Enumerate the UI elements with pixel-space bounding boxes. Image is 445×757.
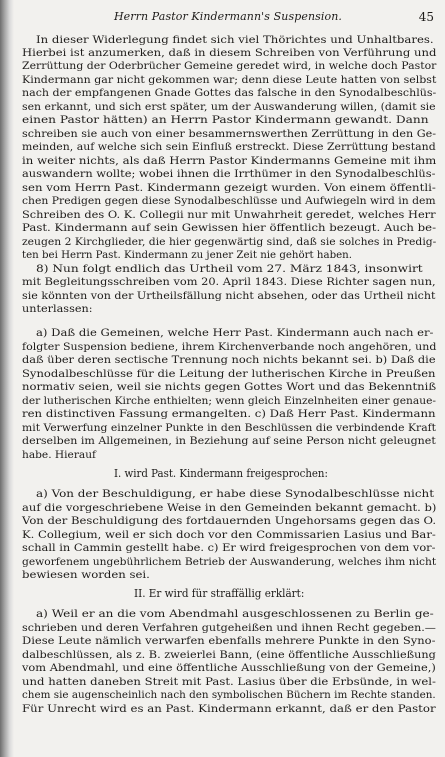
scan-shadow-edge — [0, 0, 14, 757]
text-line: daß über deren sectische Trennung noch nichts bekannt sei. b) Daß die — [22, 354, 436, 366]
text-line: vom Abendmahl, und eine öffentliche Ausschließung von der Gemeine,) — [22, 662, 436, 674]
text-line: a) Weil er an die vom Abendmahl ausgeschlossenen zu Berlin ge- — [36, 608, 434, 620]
text-line: a) Von der Beschuldigung, er habe diese Synodalbeschlüsse nicht — [36, 488, 435, 500]
text-line: und hatten daneben Streit mit Past. Lasius über die Erbsünde, in wel- — [22, 676, 436, 688]
text-line: Schreiben des O. K. Collegii nur mit Unwahrheit geredet, welches Herr — [22, 209, 436, 221]
text-line: sen erkannt, und sich erst später, um der Auswanderung willen, (damit sie — [22, 101, 436, 113]
text-line: zeugen 2 Kirchglieder, die hier gegenwärtig sind, daß sie solches in Predig- — [22, 236, 437, 248]
running-title: Herrn Pastor Kindermann's Suspension. — [113, 10, 343, 23]
text-line: Zerrüttung der Oderbrücher Gemeine geredet wird, in welche doch Pastor — [22, 60, 437, 72]
text-line: folgter Suspension bediene, ihrem Kirchenverbande noch angehören, und — [22, 341, 437, 353]
text-line: mit Verwerfung einzelner Punkte in den Beschlüssen die verbindende Kraft — [22, 422, 437, 434]
text-line: 8) Nun folgt endlich das Urtheil vom 27. März 1843, insonwirt — [36, 263, 423, 275]
text-line: meinden, auf welche sich sein Einfluß erstreckt. Diese Zerrüttung bestand — [22, 141, 436, 153]
text-line: in weiter nichts, als daß Herrn Pastor Kindermanns Gemeine mit ihm — [22, 155, 437, 167]
text-line: chen Predigen gegen diese Synodalbeschlüsse und Aufwiegeln wird in dem — [22, 195, 436, 207]
text-line: der lutherischen Kirche enthielten; wenn gleich Einzelnheiten einer genaue- — [22, 395, 436, 407]
text-line: K. Collegium, weil er sich doch vor den Commissarien Lasius und Bar- — [22, 529, 436, 541]
text-line: derselben im Allgemeinen, in Beziehung auf seine Person nicht geleugnet — [22, 435, 436, 447]
text-line: Von der Beschuldigung des fortdauernden Ungehorsams gegen das O. — [22, 515, 437, 527]
text-line: Past. Kindermann auf sein Gewissen hier öffentlich bezeugt. Auch be- — [22, 222, 437, 234]
page-number: 45 — [418, 10, 434, 24]
text-line: auswandern wollte; wobei ihnen die Irrthümer in den Synodalbeschlüs- — [22, 168, 436, 180]
text-line: habe. Hierauf — [22, 449, 96, 461]
text-line: In dieser Widerlegung findet sich viel Thörichtes und Unhaltbares. — [36, 34, 434, 46]
text-line: schreiben sie auch von einer besammernswerthen Zerrüttung in den Ge- — [22, 128, 437, 140]
text-line: sie könnten von der Urtheilsfällung nicht absehen, oder das Urtheil nicht — [22, 290, 436, 302]
text-line: unterlassen: — [22, 303, 93, 315]
text-line: Für Unrecht wird es an Past. Kindermann erkannt, daß er den Pastor — [22, 703, 436, 715]
text-line: a) Daß die Gemeinen, welche Herr Past. Kindermann auch nach er- — [36, 327, 434, 339]
text-line: schall in Cammin gestellt habe. c) Er wird freigesprochen von dem vor- — [22, 542, 436, 554]
text-line: bewiesen worden sei. — [22, 569, 150, 581]
text-line: chem sie augenscheinlich nach den symbolischen Büchern im Rechte standen. — [22, 689, 436, 701]
text-line: dalbeschlüssen, als z. B. zweierlei Bann, (eine öffentliche Ausschließung — [22, 649, 436, 661]
text-line: einen Pastor hätten) an Herrn Pastor Kindermann gewandt. Dann — [22, 114, 429, 126]
text-line: schrieben und deren Verfahren gutgeheißen und ihnen Recht gegeben.— — [22, 622, 436, 634]
text-line: nach der empfangenen Gnade Gottes das falsche in den Synodalbeschlüs- — [22, 87, 437, 99]
section-heading: I. wird Past. Kindermann freigesprochen: — [114, 467, 328, 480]
text-line: Synodalbeschlüsse für die Leitung der lutherischen Kirche in Preußen — [22, 368, 436, 380]
text-line: sen vom Herrn Past. Kindermann gezeigt wurden. Von einem öffentli- — [22, 182, 436, 194]
text-line: Diese Leute nämlich verwarfen ebenfalls mehrere Punkte in den Syno- — [22, 635, 436, 647]
text-line: Kindermann gar nicht gekommen war; denn diese Leute hatten von selbst — [22, 74, 437, 86]
text-line: auf die vorgeschriebene Weise in den Gemeinden bekannt gemacht. b) — [22, 502, 437, 514]
text-line: ten bei Herrn Past. Kindermann zu jener Zeit nie gehört haben. — [22, 249, 353, 261]
body-text — [14, 0, 442, 757]
text-line: ren distinctiven Fassung ermangelten. c) Daß Herr Past. Kindermann — [22, 408, 436, 420]
text-line: mit Begleitungsschreiben vom 20. April 1843. Diese Richter sagen nun, — [22, 276, 436, 288]
text-line: geworfenem ungebührlichem Betrieb der Auswanderung, welches ihm nicht — [22, 556, 437, 568]
text-line: Hierbei ist anzumerken, daß in diesem Schreiben von Verführung und — [22, 47, 437, 59]
section-heading: II. Er wird für straffällig erklärt: — [134, 587, 305, 600]
text-line: normativ seien, weil sie nichts gegen Gottes Wort und das Bekenntniß — [22, 381, 437, 393]
